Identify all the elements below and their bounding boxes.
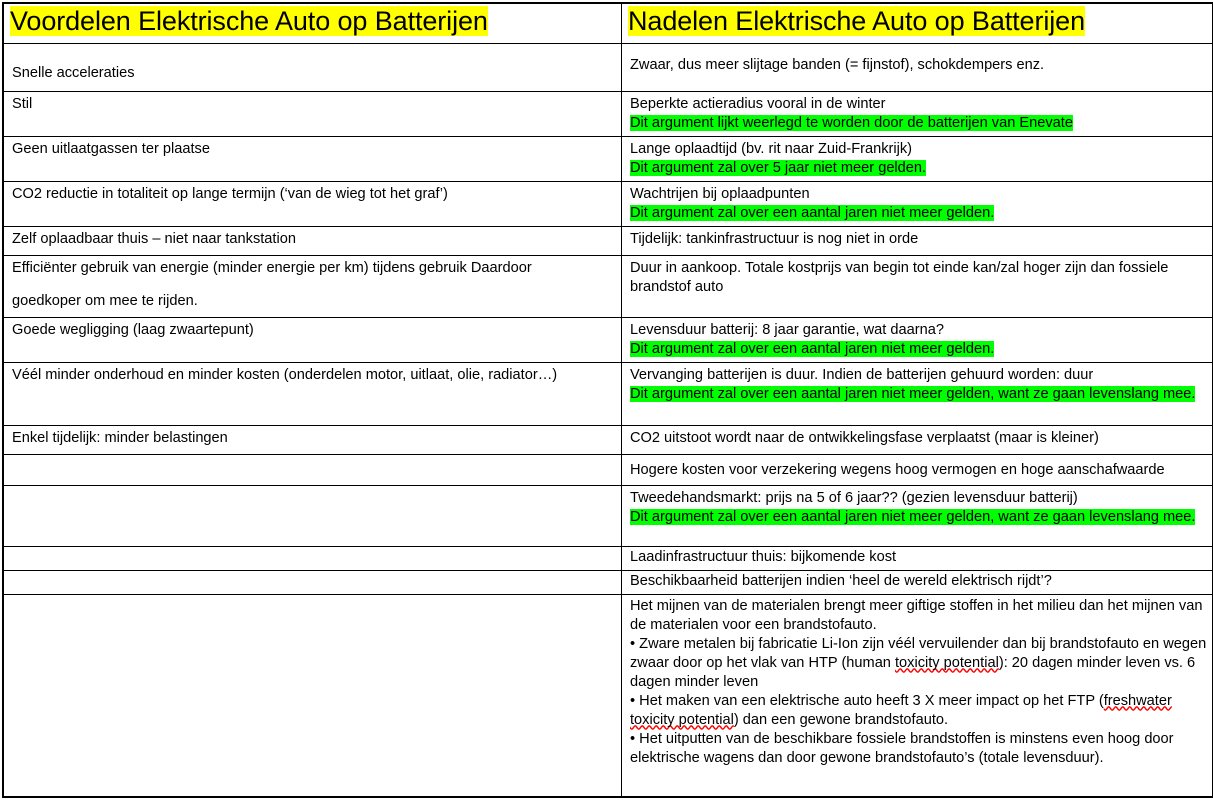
table-row-final [3,594,1213,797]
cell-advantage-11-empty [3,485,622,546]
header-cell-disadvantages [622,3,1213,43]
cell-disadvantage-3 [622,136,1213,181]
cell-advantage-8 [3,362,622,425]
line: Beperkte actieradius vooral in de winter [630,95,886,112]
cell-disadvantage-9 [622,425,1213,454]
cell-advantage-4 [3,181,622,226]
disadvantage-text-2 [622,92,1212,136]
cell-advantage-10-empty [3,454,622,485]
advantage-text-7 [4,318,621,343]
line: Levensduur batterij: 8 jaar garantie, wat daarna? [630,321,944,338]
cell-advantage-1 [3,43,622,91]
cell-disadvantage-8 [622,362,1213,425]
line: Tweedehandsmarkt: prijs na 5 of 6 jaar?? (gezien levensduur batterij) [630,489,1078,506]
counterargument-highlight: Dit argument zal over een aantal jaren niet meer gelden, want ze gaan levenslang mee. [630,385,1196,402]
counterargument-line [630,159,1207,178]
spellcheck-underlined-phrase: toxicity potential [894,654,999,671]
line: Véél minder onderhoud en minder kosten (onderdelen motor, uitlaat, olie, radiator…) [12,366,558,383]
counterargument-line [630,385,1207,404]
header-left-wrap [4,4,621,38]
table-header-row [3,3,1213,43]
counterargument-highlight: Dit argument zal over een aantal jaren niet meer gelden. [630,340,995,357]
title-disadvantages: Nadelen Elektrische Auto op Batterijen [628,6,1085,36]
cell-disadvantage-10 [622,454,1213,485]
counterargument-line [630,114,1207,133]
advantage-empty-final [4,595,621,601]
advantage-empty-11 [4,486,621,492]
line: Lange oplaadtijd (bv. rit naar Zuid-Frankrijk) [630,140,912,157]
cell-disadvantage-13 [622,570,1213,594]
counterargument-line [630,340,1207,359]
cell-disadvantage-11 [622,485,1213,546]
line: Hogere kosten voor verzekering wegens hoog vermogen en hoge aanschafwaarde [630,461,1165,478]
advantage-text-9 [4,426,621,451]
line: Tijdelijk: tankinfrastructuur is nog niet in orde [630,230,919,247]
advantage-empty-13 [4,571,621,577]
disadvantage-text-11 [622,486,1212,530]
table-row [3,43,1213,91]
counterargument-line [630,204,1207,223]
table-body [3,3,1213,797]
line: Zelf oplaadbaar thuis – niet naar tankstation [12,230,296,247]
line: Goede wegligging (laag zwaartepunt) [12,321,254,338]
cell-advantage-7 [3,317,622,362]
cell-advantage-final-empty [3,594,622,797]
paragraph-ftp-impact: • Het maken van een elektrische auto heeft 3 X meer impact op het FTP (freshwater toxicity potential) dan een gewone brandstofauto. [630,692,1172,728]
comparison-table [2,2,1213,798]
advantage-text-8 [4,363,621,388]
cell-advantage-3 [3,136,622,181]
table-row [3,546,1213,570]
advantage-text-4 [4,182,621,207]
advantage-empty-12 [4,547,621,553]
disadvantage-text-1 [622,44,1212,78]
table-row [3,255,1213,317]
cell-disadvantage-final [622,594,1213,797]
line: CO2 reductie in totaliteit op lange termijn (‘van de wieg tot het graf’) [12,185,448,202]
disadvantage-text-4 [622,182,1212,226]
line: Duur in aankoop. Totale kostprijs van begin tot einde kan/zal hoger zijn dan fossiele brandstof auto [630,259,1169,295]
title-advantages: Voordelen Elektrische Auto op Batterijen [10,6,488,36]
cell-disadvantage-5 [622,226,1213,255]
line: CO2 uitstoot wordt naar de ontwikkelingsfase verplaatst (maar is kleiner) [630,429,1099,446]
disadvantage-text-10 [622,455,1212,483]
cell-disadvantage-12 [622,546,1213,570]
line: Geen uitlaatgassen ter plaatse [12,140,210,157]
cell-disadvantage-1 [622,43,1213,91]
cell-advantage-5 [3,226,622,255]
cell-disadvantage-7 [622,317,1213,362]
disadvantage-text-3 [622,137,1212,181]
counterargument-highlight: Dit argument lijkt weerlegd te worden door de batterijen van Enevate [630,114,1073,131]
line: Wachtrijen bij oplaadpunten [630,185,810,202]
line: Snelle acceleraties [12,64,135,81]
table-row [3,91,1213,136]
cell-disadvantage-2 [622,91,1213,136]
disadvantage-text-9 [622,426,1212,451]
line: Stil [12,95,33,112]
paragraph-mining-intro: Het mijnen van de materialen brengt meer giftige stoffen in het milieu dan het mijnen van de materialen voor een brandstofauto. [630,597,1203,633]
line: Zwaar, dus meer slijtage banden (= fijnstof), schokdempers enz. [630,56,1045,73]
line: Efficiënter gebruik van energie (minder energie per km) tijdens gebruik Daardoor [12,259,532,276]
cell-advantage-2 [3,91,622,136]
counterargument-line [630,508,1207,527]
advantage-text-1 [4,44,621,86]
cell-advantage-6 [3,255,622,317]
disadvantage-text-5 [622,227,1212,252]
table-row [3,570,1213,594]
line: goedkoper om mee te rijden. [12,292,198,309]
table-row [3,136,1213,181]
advantage-text-6 [4,256,621,314]
cell-disadvantage-6 [622,255,1213,317]
advantage-text-3 [4,137,621,162]
cell-advantage-12-empty [3,546,622,570]
spellcheck-underlined-phrase: freshwater toxicity potential [630,692,1172,728]
disadvantage-text-13 [622,571,1212,594]
line: Enkel tijdelijk: minder belastingen [12,429,228,446]
disadvantage-text-7 [622,318,1212,362]
advantage-empty-10 [4,455,621,461]
table-row [3,362,1213,425]
line: Beschikbaarheid batterijen indien ‘heel de wereld elektrisch rijdt’? [630,572,1052,589]
table-row [3,317,1213,362]
counterargument-highlight: Dit argument zal over een aantal jaren niet meer gelden. [630,204,995,221]
cell-advantage-9 [3,425,622,454]
counterargument-highlight: Dit argument zal over een aantal jaren niet meer gelden, want ze gaan levenslang mee. [630,508,1196,525]
disadvantage-text-8 [622,363,1212,407]
advantage-text-2 [4,92,621,117]
line: Laadinfrastructuur thuis: bijkomende kost [630,548,897,565]
table-row [3,454,1213,485]
table-row [3,181,1213,226]
header-cell-advantages [3,3,622,43]
line: Vervanging batterijen is duur. Indien de batterijen gehuurd worden: duur [630,366,1094,383]
table-row [3,485,1213,546]
paragraph-fossil-depletion: • Het uitputten van de beschikbare fossiele brandstoffen is minstens even hoog door elektrische wagens dan door gewone brandstofauto’s (totale levensduur). [630,730,1174,766]
cell-disadvantage-4 [622,181,1213,226]
table-row [3,425,1213,454]
cell-advantage-13-empty [3,570,622,594]
table-row [3,226,1213,255]
advantage-text-5 [4,227,621,252]
disadvantage-text-6 [622,256,1212,300]
header-right-wrap [622,4,1212,38]
paragraph-heavy-metals: • Zware metalen bij fabricatie Li-Ion zijn véél vervuilender dan bij brandstofauto en wegen zwaar door op het vlak van HTP (human toxicity potential): 20 dagen minder leven vs. 6 dagen minder leven [630,635,1207,690]
counterargument-highlight: Dit argument zal over 5 jaar niet meer gelden. [630,159,927,176]
disadvantage-text-12 [622,547,1212,570]
disadvantage-text-final [622,595,1212,771]
